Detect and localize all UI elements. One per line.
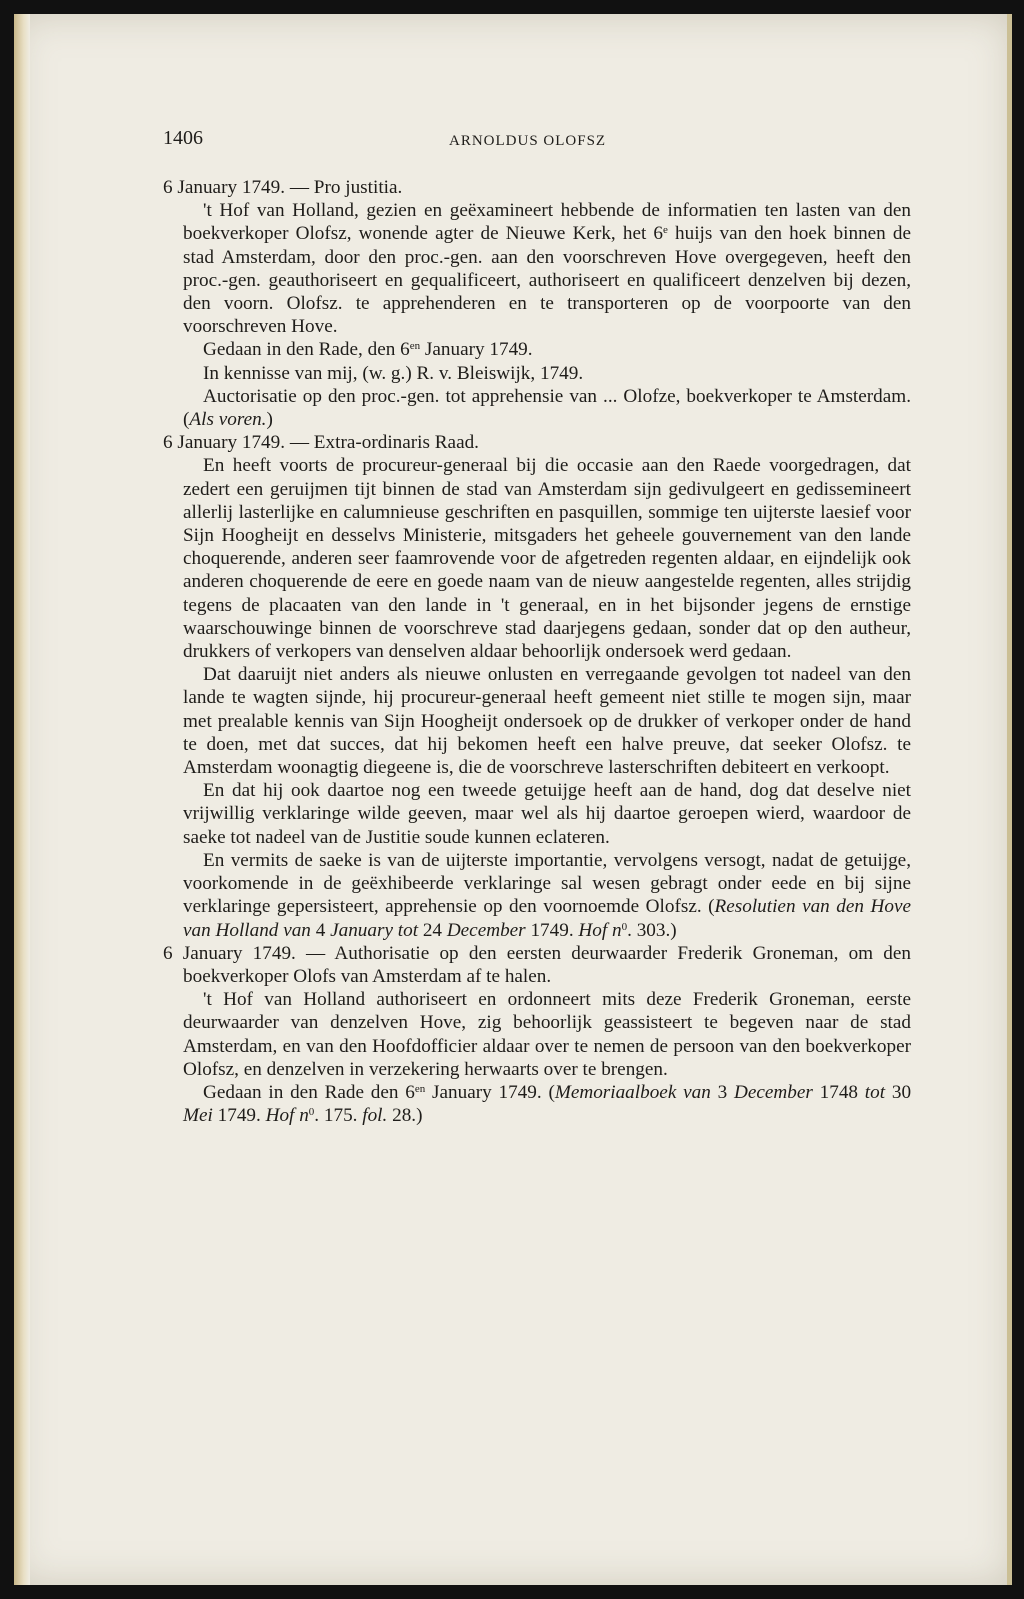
text-run: En vermits de saeke is van de uijterste importantie, vervolgens versogt, nadat de getuijge, voorkomende in de geëxhibeerde verklaringe sal wesen gebragt onder eede en bij sijne verklaringe gepersisteert, apprehensie op den voornoemde Olofsz. ( — [183, 849, 911, 918]
page-header — [163, 127, 909, 157]
text-run: Dat daaruijt niet anders als nieuwe onlusten en verregaande gevolgen tot nadeel van den lande te wagten sijnde, hij procureur-generaal heeft gemeent niet stille te mogen sijn, maar met prealable kennis van Sijn Hoogheijt ondersoek op de drukker of verkoper onder de hand te doen, met dat succes, dat hij bekomen heeft een halve preuve, dat seeker Olofsz. te Amsterdam woonagtig diegeene is, die de voorschreve lasterschriften debiteert en verkoopt. — [183, 664, 911, 779]
entry — [163, 176, 911, 431]
text-run: 3 — [710, 1081, 734, 1103]
italic-text: December — [734, 1081, 813, 1103]
text-run: 1749. — [525, 919, 579, 941]
italic-text: tot — [864, 1081, 886, 1103]
italic-text: Als voren. — [189, 409, 267, 431]
text-run: January 1749. — [420, 339, 533, 361]
italic-text: Hof n — [578, 919, 622, 941]
paragraph — [163, 454, 911, 663]
page-right-edge — [1007, 14, 1012, 1585]
paragraph — [163, 988, 911, 1081]
superscript: 0 — [621, 920, 628, 933]
superscript: e — [663, 224, 668, 237]
text-run: 4 — [310, 919, 331, 941]
entry — [163, 942, 911, 1128]
entry-heading: 6 January 1749. — Authorisatie op den eersten deurwaarder Frederik Groneman, om den boekverkoper Olofs van Amsterdam af te halen. — [163, 942, 911, 987]
text-run: En dat hij ook daartoe nog een tweede getuijge heeft aan de hand, dog dat deselve niet vrijwillig verklaringe wilde geeven, maar wel als hij daartoe geroepen wierd, waardoor de saeke tot nadeel van de Justitie soude kunnen eclateren. — [183, 780, 911, 848]
text-run: Gedaan in den Rade, den 6 — [203, 339, 410, 361]
text-run: Auctorisatie op den proc.-gen. tot apprehensie van ... Olofze, boekverkoper te Amsterdam. ( — [183, 385, 911, 431]
italic-text: fol. — [362, 1105, 388, 1127]
paragraph — [163, 1081, 911, 1127]
text-run: 't Hof van Holland, gezien en geëxamineert hebbende de informatien ten lasten van den boekverkoper Olofsz, wonende agter de Nieuwe Kerk, het 6 — [183, 200, 911, 245]
page-number: 1406 — [163, 127, 203, 149]
italic-text: Hof n — [265, 1105, 309, 1127]
entry-heading: 6 January 1749. — Pro justitia. — [163, 177, 403, 198]
text-run: 't Hof van Holland authoriseert en ordonneert mits deze Frederik Groneman, eerste deurwaarder van denzelven Hove, zig behoorlijk geassisteert te begeven naar de stad Amsterdam, en van den Hoofdofficier aldaar over te nemen de persoon van den boekverkoper Olofsz, en denzelven in verzekering herwaarts over te brengen. — [183, 989, 911, 1080]
paragraph — [163, 849, 911, 942]
text-run: In kennisse van mij, (w. g.) R. v. Bleiswijk, 1749. — [203, 362, 584, 384]
text-run: 1748 — [812, 1081, 865, 1103]
text-run: huijs van den hoek binnen de stad Amsterdam, door den proc.-gen. aan den voorschreven Hove overgegeven, heeft den proc.-gen. geauthoriseert en gequalificeert, authoriseert en qualificeert denzelven bij dezen, den voorn. Olofsz. te apprehenderen en te transporteren op de voorpoorte van den voorschreven Hove. — [183, 223, 912, 338]
text-run: . 303.) — [627, 919, 677, 941]
superscript: en — [409, 340, 421, 353]
text-run: ) — [266, 409, 273, 431]
text-run: 1749. — [212, 1105, 266, 1127]
page-body — [163, 176, 911, 1127]
entry-heading: 6 January 1749. — Extra-ordinaris Raad. — [163, 432, 479, 454]
text-run: Gedaan in den Rade den 6 — [203, 1081, 415, 1103]
italic-text: Resolutien van den Hove van Holland van — [183, 896, 911, 941]
paragraph — [163, 779, 911, 849]
paragraph — [163, 362, 911, 385]
italic-text: January tot — [330, 919, 419, 941]
text-run: 28.) — [387, 1105, 423, 1127]
italic-text: December — [446, 919, 526, 941]
entry — [163, 431, 911, 941]
paragraph — [163, 199, 911, 338]
text-run: January 1749. ( — [425, 1081, 555, 1103]
superscript: en — [414, 1082, 426, 1095]
italic-text: Mei — [183, 1105, 213, 1127]
page-spine-edge — [14, 14, 30, 1585]
paragraph — [163, 385, 911, 431]
text-run: . 175. — [314, 1105, 363, 1127]
superscript: 0 — [308, 1106, 315, 1119]
text-run: 30 — [885, 1081, 912, 1103]
running-head: ARNOLDUS OLOFSZ — [449, 133, 607, 149]
text-run: En heeft voorts de procureur-generaal bij die occasie aan den Raede voorgedragen, dat zedert een geruijmen tijt binnen de stad van Amsterdam sijn gedivulgeert en gedissemineert allerlij lasterlijke en calumnieuse geschriften en pasquillen, sommige ten uijterste laesief voor Sijn Hoogheijt en desselvs Ministerie, mitsgaders het geheele gouvernement van den lande choquerende, anderen seer faamrovende voor de afgetreden regenten aldaar, en eijndelijk ook anderen choquerende de eere en goede naam van de nieuw aangestelde regenten, alles strijdig tegens de placaaten van den lande in 't generaal, en in het bijsonder jegens de ernstige waarschouwinge binnen de voorschreve stad daarjegens gedaan, sonder dat op den autheur, drukkers of verkopers van denselven aldaar behoorlijk ondersoek werd gedaan. — [183, 455, 911, 663]
paragraph — [163, 663, 911, 779]
italic-text: Memoriaalboek van — [554, 1081, 711, 1103]
paragraph — [163, 338, 911, 361]
text-run: 24 — [418, 919, 447, 941]
